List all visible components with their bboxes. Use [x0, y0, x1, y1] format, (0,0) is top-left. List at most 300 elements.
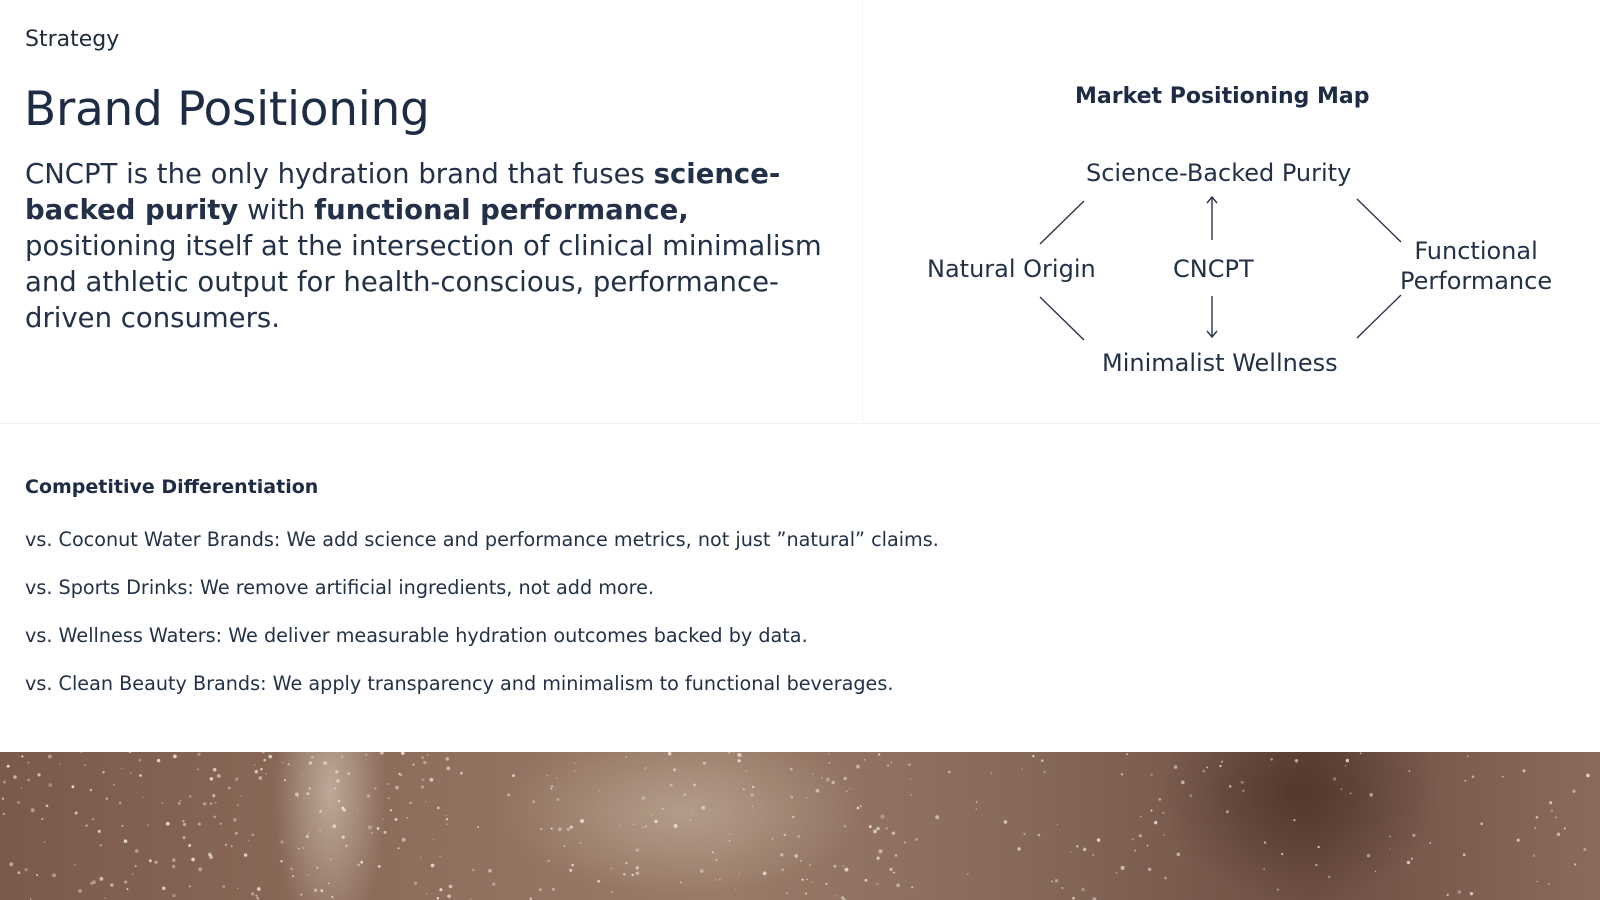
speckle: [357, 864, 360, 867]
speckle: [203, 802, 206, 805]
speckle: [328, 882, 330, 884]
speckle: [733, 752, 734, 753]
speckle: [1293, 819, 1295, 821]
speckle: [439, 888, 442, 891]
speckle: [670, 784, 673, 787]
speckle: [119, 802, 122, 805]
speckle: [1148, 868, 1151, 871]
speckle: [308, 832, 309, 833]
speckle: [80, 752, 82, 753]
speckle: [260, 768, 262, 770]
speckle: [1221, 761, 1223, 763]
speckle: [422, 778, 425, 781]
speckle: [284, 779, 286, 781]
speckle: [433, 839, 434, 840]
speckle: [636, 866, 639, 869]
speckle: [1151, 774, 1153, 776]
speckle: [598, 790, 600, 792]
speckle: [331, 896, 333, 898]
speckle: [564, 845, 566, 847]
differentiation-item: vs. Clean Beauty Brands: We apply transparency and minimalism to functional beverages.: [25, 672, 894, 695]
speckle: [910, 779, 912, 781]
speckle: [37, 773, 40, 776]
speckle: [130, 772, 132, 774]
speckle: [1202, 770, 1205, 773]
differentiation-heading: Competitive Differentiation: [25, 476, 319, 498]
speckle: [323, 761, 327, 765]
speckle: [423, 761, 426, 764]
speckle: [1463, 854, 1466, 857]
speckle: [782, 869, 784, 871]
page-title: Brand Positioning: [24, 82, 430, 137]
speckle: [1241, 781, 1244, 784]
speckle: [856, 765, 860, 769]
speckle: [1389, 848, 1390, 849]
speckle: [1586, 774, 1589, 777]
speckle: [172, 894, 176, 898]
speckle: [1277, 889, 1279, 891]
speckle: [215, 802, 217, 804]
speckle: [967, 873, 969, 875]
speckle: [84, 764, 86, 766]
speckle: [772, 838, 773, 839]
speckle: [790, 796, 793, 799]
speckle: [421, 785, 424, 788]
speckle: [620, 825, 621, 826]
speckle: [365, 754, 367, 756]
speckle: [126, 888, 128, 890]
speckle: [319, 810, 322, 813]
speckle: [36, 874, 38, 876]
speckle: [879, 849, 883, 853]
speckle: [550, 788, 552, 790]
speckle: [611, 891, 613, 893]
speckle: [890, 762, 892, 764]
speckle: [540, 828, 542, 830]
speckle: [1369, 793, 1373, 797]
statement-text-1: CNCPT is the only hydration brand that fuses: [25, 158, 654, 190]
speckle: [254, 764, 256, 766]
speckle: [1467, 755, 1469, 757]
speckle: [220, 823, 222, 825]
speckle: [139, 774, 142, 777]
speckle: [829, 762, 831, 764]
speckle: [368, 825, 372, 829]
speckle: [44, 841, 46, 843]
speckle: [182, 820, 184, 822]
differentiation-item: vs. Wellness Waters: We deliver measurable hydration outcomes backed by data.: [25, 624, 808, 647]
speckle: [162, 803, 163, 804]
speckle: [783, 834, 785, 836]
speckle: [85, 824, 87, 826]
speckle: [651, 815, 652, 816]
speckle: [915, 838, 918, 841]
speckle: [377, 827, 380, 830]
speckle: [1070, 852, 1071, 853]
speckle: [402, 838, 406, 842]
speckle: [551, 828, 553, 830]
speckle: [449, 885, 453, 889]
speckle: [1022, 768, 1024, 770]
speckle: [1345, 765, 1346, 766]
speckle: [1350, 792, 1352, 794]
speckle: [833, 865, 836, 868]
speckle: [809, 864, 811, 866]
speckle: [298, 848, 300, 850]
speckle: [263, 759, 266, 762]
speckle: [806, 879, 808, 881]
speckle: [876, 827, 879, 830]
speckle: [864, 759, 866, 761]
speckle: [790, 768, 793, 771]
speckle: [100, 844, 102, 846]
map-node-right-line2: Performance: [1400, 267, 1553, 295]
speckle: [674, 824, 678, 828]
speckle: [1458, 890, 1461, 893]
speckle: [644, 767, 646, 769]
speckle: [1533, 854, 1536, 857]
speckle: [668, 752, 671, 755]
speckle: [792, 816, 794, 818]
speckle: [178, 802, 181, 805]
speckle: [691, 809, 692, 810]
speckle: [1023, 833, 1025, 835]
speckle: [301, 774, 302, 775]
speckle: [425, 801, 427, 803]
speckle: [431, 864, 435, 868]
speckle: [1062, 887, 1064, 889]
speckle: [122, 825, 124, 827]
speckle: [625, 862, 628, 865]
speckle: [1163, 834, 1165, 836]
speckle: [166, 822, 170, 826]
speckle: [414, 882, 417, 885]
speckle: [886, 827, 888, 829]
speckle: [896, 883, 900, 887]
speckle: [2, 798, 4, 800]
speckle: [1447, 894, 1449, 896]
speckle: [1121, 866, 1125, 870]
speckle: [295, 793, 299, 797]
speckle: [700, 869, 704, 873]
speckle: [477, 826, 479, 828]
speckle: [255, 770, 258, 773]
speckle: [843, 865, 845, 867]
speckle: [1151, 810, 1153, 812]
differentiation-item: vs. Sports Drinks: We remove artificial ingredients, not add more.: [25, 576, 655, 599]
speckle: [210, 803, 212, 805]
speckle: [1464, 780, 1466, 782]
speckle: [1564, 827, 1566, 829]
speckle: [570, 826, 573, 829]
speckle: [1140, 816, 1141, 817]
speckle: [701, 806, 705, 810]
speckle: [821, 777, 823, 779]
speckle: [546, 775, 548, 777]
speckle: [309, 761, 312, 764]
speckle: [1583, 848, 1586, 851]
speckle: [492, 883, 495, 886]
speckle: [1219, 765, 1221, 767]
speckle: [1548, 883, 1550, 885]
speckle: [233, 818, 237, 822]
speckle: [367, 794, 370, 797]
speckle: [172, 858, 176, 862]
top-section: [0, 0, 1600, 424]
speckle: [911, 886, 913, 888]
speckle: [256, 897, 259, 900]
connector-bottom-right: [1357, 295, 1401, 338]
speckle: [662, 808, 664, 810]
speckle: [248, 840, 250, 842]
speckle: [1057, 824, 1058, 825]
speckle: [889, 868, 892, 871]
speckle: [90, 882, 93, 885]
speckle: [409, 802, 411, 804]
speckle: [551, 785, 554, 788]
speckle: [75, 811, 78, 814]
speckle: [1051, 881, 1053, 883]
speckle: [703, 762, 706, 765]
speckle: [251, 892, 255, 896]
speckle: [378, 865, 381, 868]
speckle: [1555, 816, 1557, 818]
speckle: [1557, 833, 1561, 837]
speckle: [1177, 853, 1181, 857]
speckle: [138, 759, 141, 762]
speckle: [387, 783, 389, 785]
speckle: [162, 886, 166, 890]
speckle: [859, 805, 862, 808]
speckle: [213, 768, 217, 772]
speckle: [334, 787, 336, 789]
speckle: [826, 778, 830, 782]
speckle: [1154, 821, 1157, 824]
speckle: [780, 853, 783, 856]
speckle: [729, 840, 731, 842]
speckle: [745, 770, 747, 772]
speckle: [360, 861, 363, 864]
speckle: [320, 889, 323, 892]
map-node-cncpt: CNCPT: [1173, 255, 1254, 283]
speckle: [28, 762, 29, 763]
speckle: [157, 759, 160, 762]
speckle: [1072, 897, 1075, 900]
speckle: [1264, 841, 1266, 843]
speckle: [124, 881, 127, 884]
speckle: [446, 766, 450, 770]
speckle: [9, 862, 13, 866]
speckle: [311, 756, 314, 759]
speckle: [1206, 767, 1208, 769]
speckle: [798, 835, 801, 838]
speckle: [1032, 755, 1034, 757]
speckle: [460, 772, 463, 775]
speckle: [17, 871, 20, 874]
speckle: [802, 879, 804, 881]
speckle: [113, 784, 115, 786]
speckle: [1389, 836, 1391, 838]
statement-highlight-performance: functional performance,: [314, 194, 689, 226]
speckle: [104, 898, 105, 899]
speckle: [645, 825, 647, 827]
speckle: [738, 873, 739, 874]
speckle: [231, 845, 233, 847]
speckle: [281, 841, 284, 844]
speckle: [255, 895, 257, 897]
speckle: [693, 783, 696, 786]
speckle: [1551, 810, 1553, 812]
speckle: [210, 777, 213, 780]
connector-bottom-left: [1040, 297, 1084, 340]
speckle: [1159, 798, 1162, 801]
speckle: [574, 763, 575, 764]
differentiation-item: vs. Coconut Water Brands: We add science and performance metrics, not just ”natural” claims.: [25, 528, 939, 551]
speckle: [398, 847, 400, 849]
speckle: [21, 788, 23, 790]
speckle: [290, 867, 293, 870]
speckle: [213, 816, 216, 819]
speckle: [105, 797, 108, 800]
speckle: [189, 885, 191, 887]
speckle: [21, 755, 23, 757]
speckle: [388, 798, 389, 799]
speckle: [446, 818, 448, 820]
intro-panel: [0, 0, 863, 423]
speckle: [904, 841, 906, 843]
speckle: [1534, 827, 1536, 829]
speckle: [641, 796, 645, 800]
speckle: [308, 874, 309, 875]
speckle: [1226, 810, 1229, 813]
texture-speckles: [0, 752, 1600, 900]
speckle: [1121, 773, 1124, 776]
speckle: [41, 818, 43, 820]
speckle: [1572, 790, 1575, 793]
map-node-science-backed-purity: Science-Backed Purity: [1086, 159, 1352, 187]
speckle: [472, 869, 474, 871]
speckle: [124, 839, 128, 843]
statement-highlight-purity: science-backed purity: [25, 158, 781, 226]
speckle: [849, 788, 850, 789]
speckle: [1367, 854, 1371, 858]
speckle: [893, 872, 895, 874]
speckle: [1536, 816, 1539, 819]
speckle: [623, 873, 626, 876]
speckle: [556, 778, 557, 779]
speckle: [1134, 850, 1136, 852]
arrow-up-head: [1207, 197, 1217, 203]
speckle: [1174, 765, 1177, 768]
speckle: [1480, 822, 1483, 825]
speckle: [1472, 775, 1475, 778]
speckle: [1412, 834, 1415, 837]
speckle: [13, 775, 17, 779]
speckle: [869, 825, 872, 828]
speckle: [25, 868, 28, 871]
speckle: [439, 856, 440, 857]
speckle: [316, 867, 318, 869]
speckle: [427, 754, 429, 756]
speckle: [437, 897, 440, 900]
speckle: [794, 854, 798, 858]
speckle: [420, 857, 421, 858]
speckle: [844, 777, 847, 780]
speckle: [729, 833, 731, 835]
speckle: [7, 765, 10, 768]
speckle: [569, 869, 572, 872]
speckle: [149, 859, 152, 862]
speckle: [1017, 847, 1020, 850]
speckle: [763, 871, 767, 875]
speckle: [876, 856, 879, 859]
positioning-statement: [25, 156, 825, 336]
speckle: [148, 825, 149, 826]
speckle: [347, 772, 350, 775]
speckle: [3, 781, 6, 784]
speckle: [155, 861, 158, 864]
speckle: [611, 867, 613, 869]
speckle: [743, 788, 745, 790]
speckle: [836, 895, 838, 897]
speckle: [1409, 770, 1411, 772]
speckle: [1083, 848, 1087, 852]
speckle: [654, 820, 657, 823]
speckle: [135, 849, 139, 853]
speckle: [237, 804, 239, 806]
speckle: [244, 853, 247, 856]
speckle: [1162, 812, 1164, 814]
speckle: [1470, 892, 1473, 895]
speckle: [59, 763, 60, 764]
speckle: [574, 770, 576, 772]
speckle: [17, 801, 20, 804]
speckle: [395, 818, 398, 821]
speckle: [212, 794, 215, 797]
speckle: [292, 875, 294, 877]
speckle: [751, 794, 754, 797]
competitive-differentiation: [25, 476, 1425, 695]
speckle: [895, 854, 898, 857]
speckle: [172, 865, 175, 868]
speckle: [738, 759, 741, 762]
speckle: [976, 801, 978, 803]
speckle: [864, 879, 867, 882]
speckle: [908, 763, 911, 766]
speckle: [265, 773, 267, 775]
speckle: [1517, 839, 1520, 842]
speckle: [406, 817, 408, 819]
speckle: [222, 885, 225, 888]
speckle: [1315, 864, 1317, 866]
speckle: [556, 798, 559, 801]
speckle: [306, 835, 309, 838]
speckle: [446, 757, 449, 760]
speckle: [401, 752, 405, 755]
connector-top-right: [1357, 199, 1401, 242]
speckle: [1270, 758, 1272, 760]
speckle: [488, 869, 492, 873]
speckle: [831, 781, 835, 785]
speckle: [98, 830, 101, 833]
arrow-down-head: [1207, 331, 1217, 337]
speckle: [800, 860, 802, 862]
speckle: [330, 858, 332, 860]
speckle: [1295, 759, 1298, 762]
speckle: [552, 888, 555, 891]
speckle: [241, 795, 243, 797]
speckle: [1043, 771, 1045, 773]
